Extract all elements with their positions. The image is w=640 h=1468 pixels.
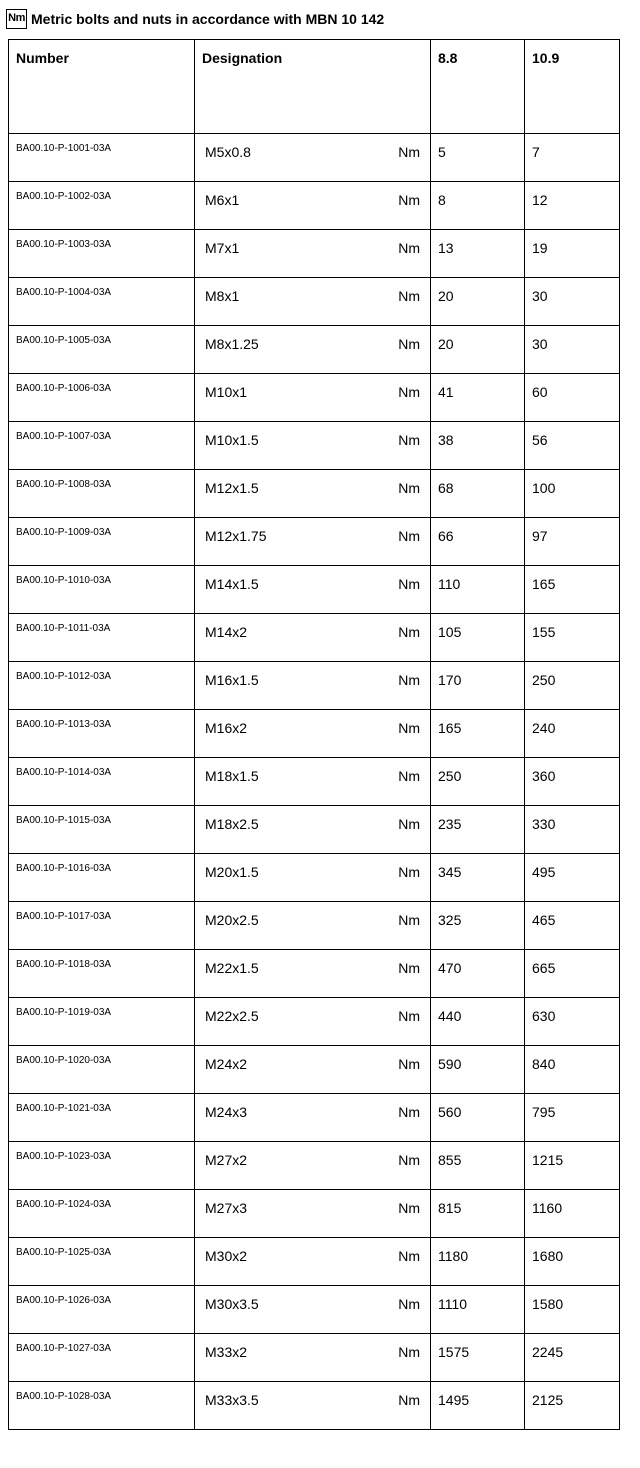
cell-grade-10-9: 30 — [525, 278, 620, 326]
cell-grade-8-8: 165 — [431, 710, 525, 758]
cell-grade-8-8: 1575 — [431, 1334, 525, 1382]
cell-number-link[interactable]: BA00.10-P-1011-03A — [9, 614, 195, 662]
cell-number-link[interactable]: BA00.10-P-1005-03A — [9, 326, 195, 374]
cell-designation — [195, 470, 431, 518]
cell-designation — [195, 710, 431, 758]
designation-value: M22x1.5 — [205, 960, 259, 976]
cell-grade-10-9: 465 — [525, 902, 620, 950]
cell-designation — [195, 134, 431, 182]
cell-number-link[interactable]: BA00.10-P-1004-03A — [9, 278, 195, 326]
table-row — [9, 182, 620, 230]
table-row — [9, 998, 620, 1046]
cell-grade-8-8: 560 — [431, 1094, 525, 1142]
designation-value: M18x1.5 — [205, 768, 259, 784]
cell-grade-10-9: 360 — [525, 758, 620, 806]
unit-label: Nm — [398, 1344, 420, 1360]
cell-designation — [195, 998, 431, 1046]
cell-grade-8-8: 325 — [431, 902, 525, 950]
unit-label: Nm — [398, 384, 420, 400]
unit-label: Nm — [398, 624, 420, 640]
cell-number-link[interactable]: BA00.10-P-1013-03A — [9, 710, 195, 758]
cell-grade-10-9: 56 — [525, 422, 620, 470]
table-row — [9, 1334, 620, 1382]
table-row — [9, 134, 620, 182]
cell-designation — [195, 374, 431, 422]
table-row — [9, 758, 620, 806]
cell-grade-8-8: 470 — [431, 950, 525, 998]
cell-grade-10-9: 30 — [525, 326, 620, 374]
cell-grade-10-9: 7 — [525, 134, 620, 182]
cell-designation — [195, 1190, 431, 1238]
cell-grade-10-9: 665 — [525, 950, 620, 998]
designation-value: M8x1 — [205, 288, 240, 304]
cell-grade-8-8: 13 — [431, 230, 525, 278]
cell-grade-10-9: 97 — [525, 518, 620, 566]
cell-designation — [195, 1334, 431, 1382]
cell-number-link[interactable]: BA00.10-P-1015-03A — [9, 806, 195, 854]
unit-label: Nm — [398, 816, 420, 832]
table-row — [9, 422, 620, 470]
table-row — [9, 326, 620, 374]
designation-value: M30x3.5 — [205, 1296, 259, 1312]
cell-number-link[interactable]: BA00.10-P-1010-03A — [9, 566, 195, 614]
designation-value: M12x1.75 — [205, 528, 267, 544]
unit-label: Nm — [398, 768, 420, 784]
table-row — [9, 566, 620, 614]
designation-value: M12x1.5 — [205, 480, 259, 496]
cell-grade-10-9: 1160 — [525, 1190, 620, 1238]
unit-label: Nm — [398, 1200, 420, 1216]
table-header-row — [9, 40, 620, 134]
designation-value: M24x3 — [205, 1104, 248, 1120]
cell-designation — [195, 566, 431, 614]
cell-number-link[interactable]: BA00.10-P-1024-03A — [9, 1190, 195, 1238]
cell-grade-8-8: 235 — [431, 806, 525, 854]
designation-value: M27x2 — [205, 1152, 248, 1168]
designation-value: M33x2 — [205, 1344, 248, 1360]
cell-designation — [195, 614, 431, 662]
cell-number-link[interactable]: BA00.10-P-1019-03A — [9, 998, 195, 1046]
cell-grade-10-9: 19 — [525, 230, 620, 278]
designation-value: M30x2 — [205, 1248, 248, 1264]
designation-value: M16x2 — [205, 720, 248, 736]
cell-grade-10-9: 1680 — [525, 1238, 620, 1286]
cell-number-link[interactable]: BA00.10-P-1026-03A — [9, 1286, 195, 1334]
page-title-text: Metric bolts and nuts in accordance with MBN 10 142 — [31, 11, 385, 27]
cell-grade-10-9: 240 — [525, 710, 620, 758]
designation-value: M18x2.5 — [205, 816, 259, 832]
cell-number-link[interactable]: BA00.10-P-1021-03A — [9, 1094, 195, 1142]
table-row — [9, 950, 620, 998]
table-row — [9, 1190, 620, 1238]
cell-grade-10-9: 100 — [525, 470, 620, 518]
unit-label: Nm — [398, 1296, 420, 1312]
table-row — [9, 614, 620, 662]
cell-designation — [195, 806, 431, 854]
cell-designation — [195, 854, 431, 902]
table-row — [9, 1286, 620, 1334]
cell-number-link[interactable]: BA00.10-P-1003-03A — [9, 230, 195, 278]
unit-label: Nm — [398, 480, 420, 496]
cell-number-link[interactable]: BA00.10-P-1017-03A — [9, 902, 195, 950]
unit-label: Nm — [398, 528, 420, 544]
cell-number-link[interactable]: BA00.10-P-1023-03A — [9, 1142, 195, 1190]
cell-grade-8-8: 345 — [431, 854, 525, 902]
cell-designation — [195, 182, 431, 230]
designation-value: M7x1 — [205, 240, 240, 256]
cell-grade-8-8: 105 — [431, 614, 525, 662]
cell-designation — [195, 1046, 431, 1094]
cell-designation — [195, 1142, 431, 1190]
cell-grade-8-8: 8 — [431, 182, 525, 230]
designation-value: M14x2 — [205, 624, 248, 640]
cell-designation — [195, 422, 431, 470]
header-grade-10-9: 10.9 — [525, 40, 620, 134]
cell-grade-10-9: 630 — [525, 998, 620, 1046]
cell-number-link[interactable]: BA00.10-P-1009-03A — [9, 518, 195, 566]
cell-grade-10-9: 330 — [525, 806, 620, 854]
cell-grade-8-8: 855 — [431, 1142, 525, 1190]
cell-number-link[interactable]: BA00.10-P-1020-03A — [9, 1046, 195, 1094]
cell-number-link[interactable]: BA00.10-P-1025-03A — [9, 1238, 195, 1286]
designation-value: M20x2.5 — [205, 912, 259, 928]
cell-designation — [195, 950, 431, 998]
unit-label: Nm — [398, 192, 420, 208]
table-row — [9, 1046, 620, 1094]
unit-label: Nm — [398, 432, 420, 448]
cell-grade-10-9: 2245 — [525, 1334, 620, 1382]
unit-label: Nm — [398, 1008, 420, 1024]
table-row — [9, 854, 620, 902]
cell-grade-8-8: 590 — [431, 1046, 525, 1094]
table-row — [9, 230, 620, 278]
designation-value: M14x1.5 — [205, 576, 259, 592]
table-row — [9, 374, 620, 422]
table-row — [9, 470, 620, 518]
cell-designation — [195, 326, 431, 374]
designation-value: M22x2.5 — [205, 1008, 259, 1024]
unit-label: Nm — [398, 720, 420, 736]
cell-grade-10-9: 250 — [525, 662, 620, 710]
table-row — [9, 518, 620, 566]
designation-value: M10x1 — [205, 384, 248, 400]
cell-grade-10-9: 165 — [525, 566, 620, 614]
table-row — [9, 902, 620, 950]
unit-label: Nm — [398, 144, 420, 160]
unit-label: Nm — [398, 1392, 420, 1408]
cell-grade-8-8: 110 — [431, 566, 525, 614]
cell-grade-8-8: 815 — [431, 1190, 525, 1238]
cell-designation — [195, 230, 431, 278]
cell-designation — [195, 518, 431, 566]
cell-designation — [195, 1286, 431, 1334]
cell-number-link[interactable]: BA00.10-P-1008-03A — [9, 470, 195, 518]
cell-designation — [195, 278, 431, 326]
unit-label: Nm — [398, 864, 420, 880]
cell-grade-10-9: 1215 — [525, 1142, 620, 1190]
cell-grade-10-9: 495 — [525, 854, 620, 902]
unit-label: Nm — [398, 336, 420, 352]
cell-grade-10-9: 60 — [525, 374, 620, 422]
cell-number-link[interactable]: BA00.10-P-1012-03A — [9, 662, 195, 710]
unit-label: Nm — [398, 288, 420, 304]
cell-number-link[interactable]: BA00.10-P-1001-03A — [9, 134, 195, 182]
designation-value: M33x3.5 — [205, 1392, 259, 1408]
cell-grade-10-9: 795 — [525, 1094, 620, 1142]
torque-table — [8, 39, 620, 1430]
cell-grade-8-8: 440 — [431, 998, 525, 1046]
cell-grade-8-8: 1495 — [431, 1382, 525, 1430]
designation-value: M8x1.25 — [205, 336, 259, 352]
unit-label: Nm — [398, 672, 420, 688]
header-grade-8-8: 8.8 — [431, 40, 525, 134]
cell-designation — [195, 1238, 431, 1286]
cell-number-link[interactable]: BA00.10-P-1014-03A — [9, 758, 195, 806]
designation-value: M16x1.5 — [205, 672, 259, 688]
cell-number-link[interactable]: BA00.10-P-1016-03A — [9, 854, 195, 902]
designation-value: M24x2 — [205, 1056, 248, 1072]
table-row — [9, 1142, 620, 1190]
cell-designation — [195, 1094, 431, 1142]
table-row — [9, 710, 620, 758]
unit-label: Nm — [398, 1152, 420, 1168]
table-row — [9, 662, 620, 710]
unit-label: Nm — [398, 960, 420, 976]
unit-label: Nm — [398, 1248, 420, 1264]
cell-number-link[interactable]: BA00.10-P-1028-03A — [9, 1382, 195, 1430]
cell-number-link[interactable]: BA00.10-P-1007-03A — [9, 422, 195, 470]
cell-designation — [195, 758, 431, 806]
designation-value: M10x1.5 — [205, 432, 259, 448]
unit-label: Nm — [398, 1104, 420, 1120]
table-row — [9, 1094, 620, 1142]
cell-designation — [195, 1382, 431, 1430]
cell-designation — [195, 662, 431, 710]
cell-grade-8-8: 41 — [431, 374, 525, 422]
cell-designation — [195, 902, 431, 950]
table-row — [9, 1382, 620, 1430]
designation-value: M5x0.8 — [205, 144, 251, 160]
cell-grade-8-8: 1180 — [431, 1238, 525, 1286]
cell-grade-10-9: 840 — [525, 1046, 620, 1094]
unit-label: Nm — [398, 240, 420, 256]
cell-grade-8-8: 68 — [431, 470, 525, 518]
table-row — [9, 278, 620, 326]
cell-grade-8-8: 20 — [431, 326, 525, 374]
table-row — [9, 806, 620, 854]
cell-grade-8-8: 38 — [431, 422, 525, 470]
torque-nm-icon: Nm — [6, 9, 27, 29]
cell-grade-10-9: 12 — [525, 182, 620, 230]
table-row — [9, 1238, 620, 1286]
cell-grade-8-8: 20 — [431, 278, 525, 326]
cell-number-link[interactable]: BA00.10-P-1002-03A — [9, 182, 195, 230]
cell-grade-8-8: 1110 — [431, 1286, 525, 1334]
cell-number-link[interactable]: BA00.10-P-1006-03A — [9, 374, 195, 422]
cell-grade-10-9: 155 — [525, 614, 620, 662]
header-designation: Designation — [195, 40, 431, 134]
designation-value: M27x3 — [205, 1200, 248, 1216]
header-number: Number — [9, 40, 195, 134]
cell-grade-8-8: 170 — [431, 662, 525, 710]
designation-value: M6x1 — [205, 192, 240, 208]
cell-number-link[interactable]: BA00.10-P-1018-03A — [9, 950, 195, 998]
unit-label: Nm — [398, 912, 420, 928]
cell-grade-8-8: 66 — [431, 518, 525, 566]
unit-label: Nm — [398, 1056, 420, 1072]
cell-grade-8-8: 250 — [431, 758, 525, 806]
cell-grade-10-9: 1580 — [525, 1286, 620, 1334]
designation-value: M20x1.5 — [205, 864, 259, 880]
page-title — [6, 8, 384, 30]
cell-number-link[interactable]: BA00.10-P-1027-03A — [9, 1334, 195, 1382]
cell-grade-10-9: 2125 — [525, 1382, 620, 1430]
unit-label: Nm — [398, 576, 420, 592]
cell-grade-8-8: 5 — [431, 134, 525, 182]
